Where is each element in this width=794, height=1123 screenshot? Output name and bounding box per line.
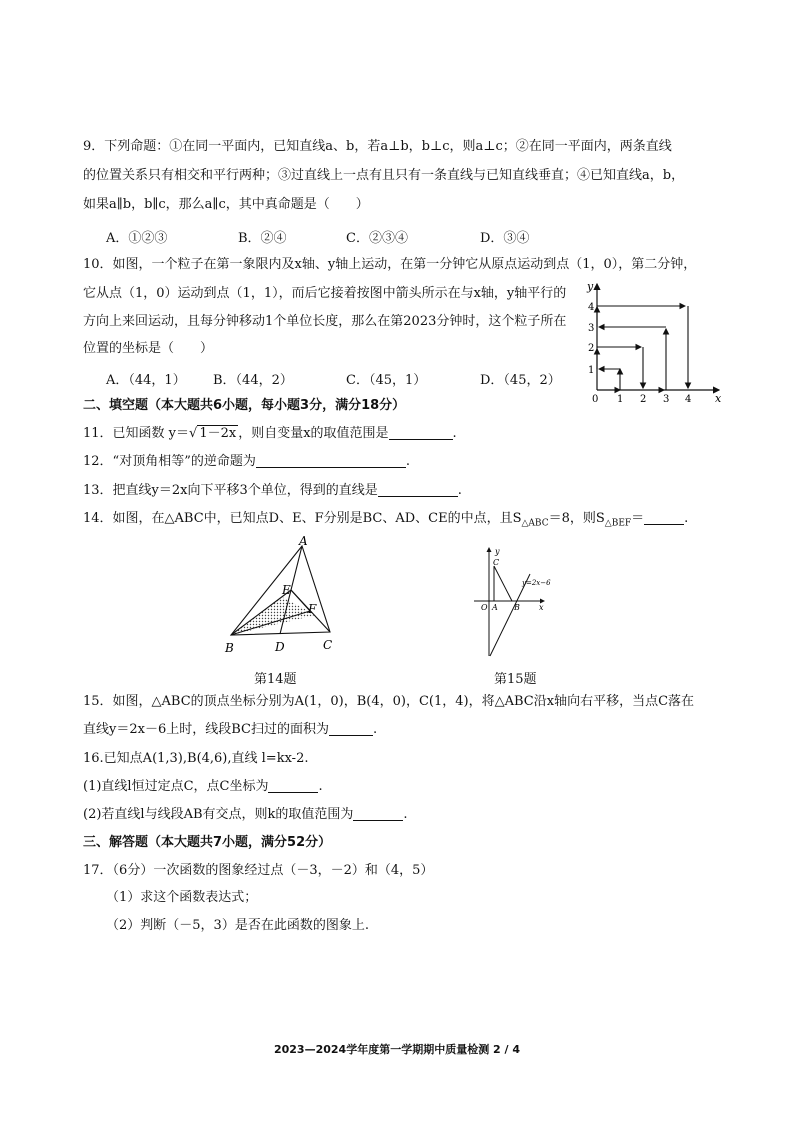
q12-period: . bbox=[405, 454, 410, 469]
q9-option-a: A．①②③ bbox=[106, 231, 168, 246]
q17-line-1: 17．（6分）一次函数的图象经过点（－3，－2）和（4，5） bbox=[83, 863, 434, 878]
q10-option-a: A．（44，1） bbox=[106, 373, 186, 388]
q12-answer-blank[interactable] bbox=[256, 453, 406, 468]
q17-line-2: （1）求这个函数表达式； bbox=[106, 890, 258, 905]
sqrt-radical: √ 1－2x bbox=[189, 426, 237, 441]
q11-text-b: ，则自变量x的取值范围是 bbox=[238, 426, 389, 441]
q16-part1-period: . bbox=[318, 779, 323, 794]
page-footer: 2023—2024学年度第一学期期中质量检测 2 / 4 bbox=[273, 1043, 521, 1056]
fig10-xtick-1: 1 bbox=[617, 394, 624, 405]
q9-line-1: 9．下列命题：①在同一平面内，已知直线a、b，若a⊥b，b⊥c，则a⊥c；②在同一平面内，两条直线 bbox=[83, 139, 672, 154]
fig14-label-d: D bbox=[275, 640, 285, 654]
q16-part1-blank[interactable] bbox=[268, 778, 318, 793]
fig14-label-c: C bbox=[323, 638, 333, 652]
fig10-xtick-2: 2 bbox=[640, 394, 647, 405]
fig15-caption: 第15题 bbox=[494, 672, 537, 687]
q9-line-2: 的位置关系只有相交和平行两种；③过直线上一点有且只有一条直线与已知直线垂直；④已知直线a，b， bbox=[83, 168, 685, 183]
q10-option-d: D．（45，2） bbox=[480, 373, 561, 388]
q10-line-2: 它从点（1，0）运动到点（1，1），而后它接着按图中箭头所示在与x轴，y轴平行的 bbox=[83, 286, 567, 301]
q14-text-a: 14．如图，在△ABC中，已知点D、E、F分别是BC、AD、CE的中点，且S bbox=[83, 511, 522, 526]
q11 bbox=[83, 425, 457, 443]
q13-text: 13．把直线y＝2x向下平移3个单位，得到的直线是 bbox=[83, 483, 378, 498]
fig10-origin: 0 bbox=[592, 394, 599, 405]
fig15-label-x: x bbox=[539, 603, 544, 612]
fig14-label-f: F bbox=[308, 602, 317, 616]
triangle-figure bbox=[222, 536, 342, 656]
sqrt-radicand: 1－2x bbox=[199, 426, 237, 441]
fig15-label-y: y bbox=[495, 547, 500, 556]
q16-part1-text: (1)直线l恒过定点C，点C坐标为 bbox=[83, 779, 269, 794]
fig15-label-a: A bbox=[492, 603, 498, 612]
q10-line-4: 位置的坐标是（ ） bbox=[83, 341, 214, 356]
fig14-caption: 第14题 bbox=[254, 672, 297, 687]
q13-period: . bbox=[457, 483, 462, 498]
fig10-ytick-1: 1 bbox=[588, 365, 595, 376]
q17-line-3: （2）判断（－5，3）是否在此函数的图象上. bbox=[106, 918, 369, 933]
q15-line-1: 15．如图，△ABC的顶点坐标分别为A(1，0)，B(4，0)，C(1，4)，将△ABC沿x轴向右平移，当点C落在 bbox=[83, 694, 695, 709]
fig15-label-o: O bbox=[481, 603, 488, 612]
q14-sub-bef: △BEF bbox=[604, 518, 632, 529]
q9-option-d: D．③④ bbox=[480, 231, 530, 246]
q10-line-3: 方向上来回运动，且每分钟移动1个单位长度，那么在第2023分钟时，这个粒子所在 bbox=[83, 314, 567, 329]
q10-option-c: C．（45，1） bbox=[346, 373, 427, 388]
fig10-x-label: x bbox=[715, 392, 722, 405]
fig10-y-label: y bbox=[587, 280, 594, 293]
q14-answer-blank[interactable] bbox=[644, 510, 684, 525]
fig14-label-a: A bbox=[299, 536, 308, 548]
fig15-line-label: y=2x−6 bbox=[522, 579, 551, 587]
fig15-label-c: C bbox=[493, 558, 500, 567]
fig10-ytick-4: 4 bbox=[588, 302, 595, 313]
section-3-heading: 三、解答题（本大题共7小题，满分52分） bbox=[83, 835, 332, 850]
q15-text: 直线y＝2x－6上时，线段BC扫过的面积为 bbox=[83, 722, 329, 737]
q11-answer-blank[interactable] bbox=[389, 425, 453, 440]
fig10-ytick-3: 3 bbox=[588, 323, 595, 334]
q16-part2-period: . bbox=[403, 807, 408, 822]
fig14-label-b: B bbox=[225, 641, 234, 655]
q16-line-1: 16.已知点A(1,3),B(4,6),直线 l=kx-2. bbox=[83, 751, 309, 766]
fig14-label-e: E bbox=[282, 583, 291, 597]
q10-option-b: B．（44，2） bbox=[213, 373, 293, 388]
section-2-heading: 二、填空题（本大题共6小题，每小题3分，满分18分） bbox=[83, 398, 406, 413]
q14-text-b: ＝8，则S bbox=[548, 511, 605, 526]
q12-text: 12．“对顶角相等”的逆命题为 bbox=[83, 454, 256, 469]
q12 bbox=[83, 453, 410, 471]
q15-line-2 bbox=[83, 721, 377, 739]
q14 bbox=[83, 510, 688, 533]
fig10-ytick-2: 2 bbox=[588, 343, 595, 354]
q9-line-3: 如果a∥b，b∥c，那么a∥c，其中真命题是（ ） bbox=[83, 197, 369, 212]
fig10-xtick-3: 3 bbox=[663, 394, 670, 405]
q15-answer-blank[interactable] bbox=[329, 721, 373, 736]
coordinate-figure bbox=[472, 544, 552, 659]
q9-option-b: B．②④ bbox=[238, 231, 287, 246]
q16-part2-blank[interactable] bbox=[353, 806, 403, 821]
q15-period: . bbox=[372, 722, 378, 737]
q10-line-1: 10．如图，一个粒子在第一象限内及x轴、y轴上运动，在第一分钟它从原点运动到点（1，0），第二分钟， bbox=[83, 257, 697, 272]
q14-period: . bbox=[684, 511, 689, 526]
q9-option-c: C．②③④ bbox=[346, 231, 408, 246]
q16-line-2 bbox=[83, 778, 323, 796]
q11-text-a: 11．已知函数 y＝ bbox=[83, 426, 190, 441]
q14-sub-abc: △ABC bbox=[521, 518, 549, 529]
q13-answer-blank[interactable] bbox=[378, 482, 458, 497]
fig15-label-b: B bbox=[514, 603, 520, 612]
particle-path-figure bbox=[585, 278, 725, 406]
q13 bbox=[83, 482, 462, 500]
q11-period: . bbox=[452, 426, 457, 441]
q14-text-c: ＝ bbox=[631, 511, 645, 526]
q16-line-3 bbox=[83, 806, 408, 824]
fig10-xtick-4: 4 bbox=[685, 394, 692, 405]
q16-part2-text: (2)若直线l与线段AB有交点，则k的取值范围为 bbox=[83, 807, 354, 822]
